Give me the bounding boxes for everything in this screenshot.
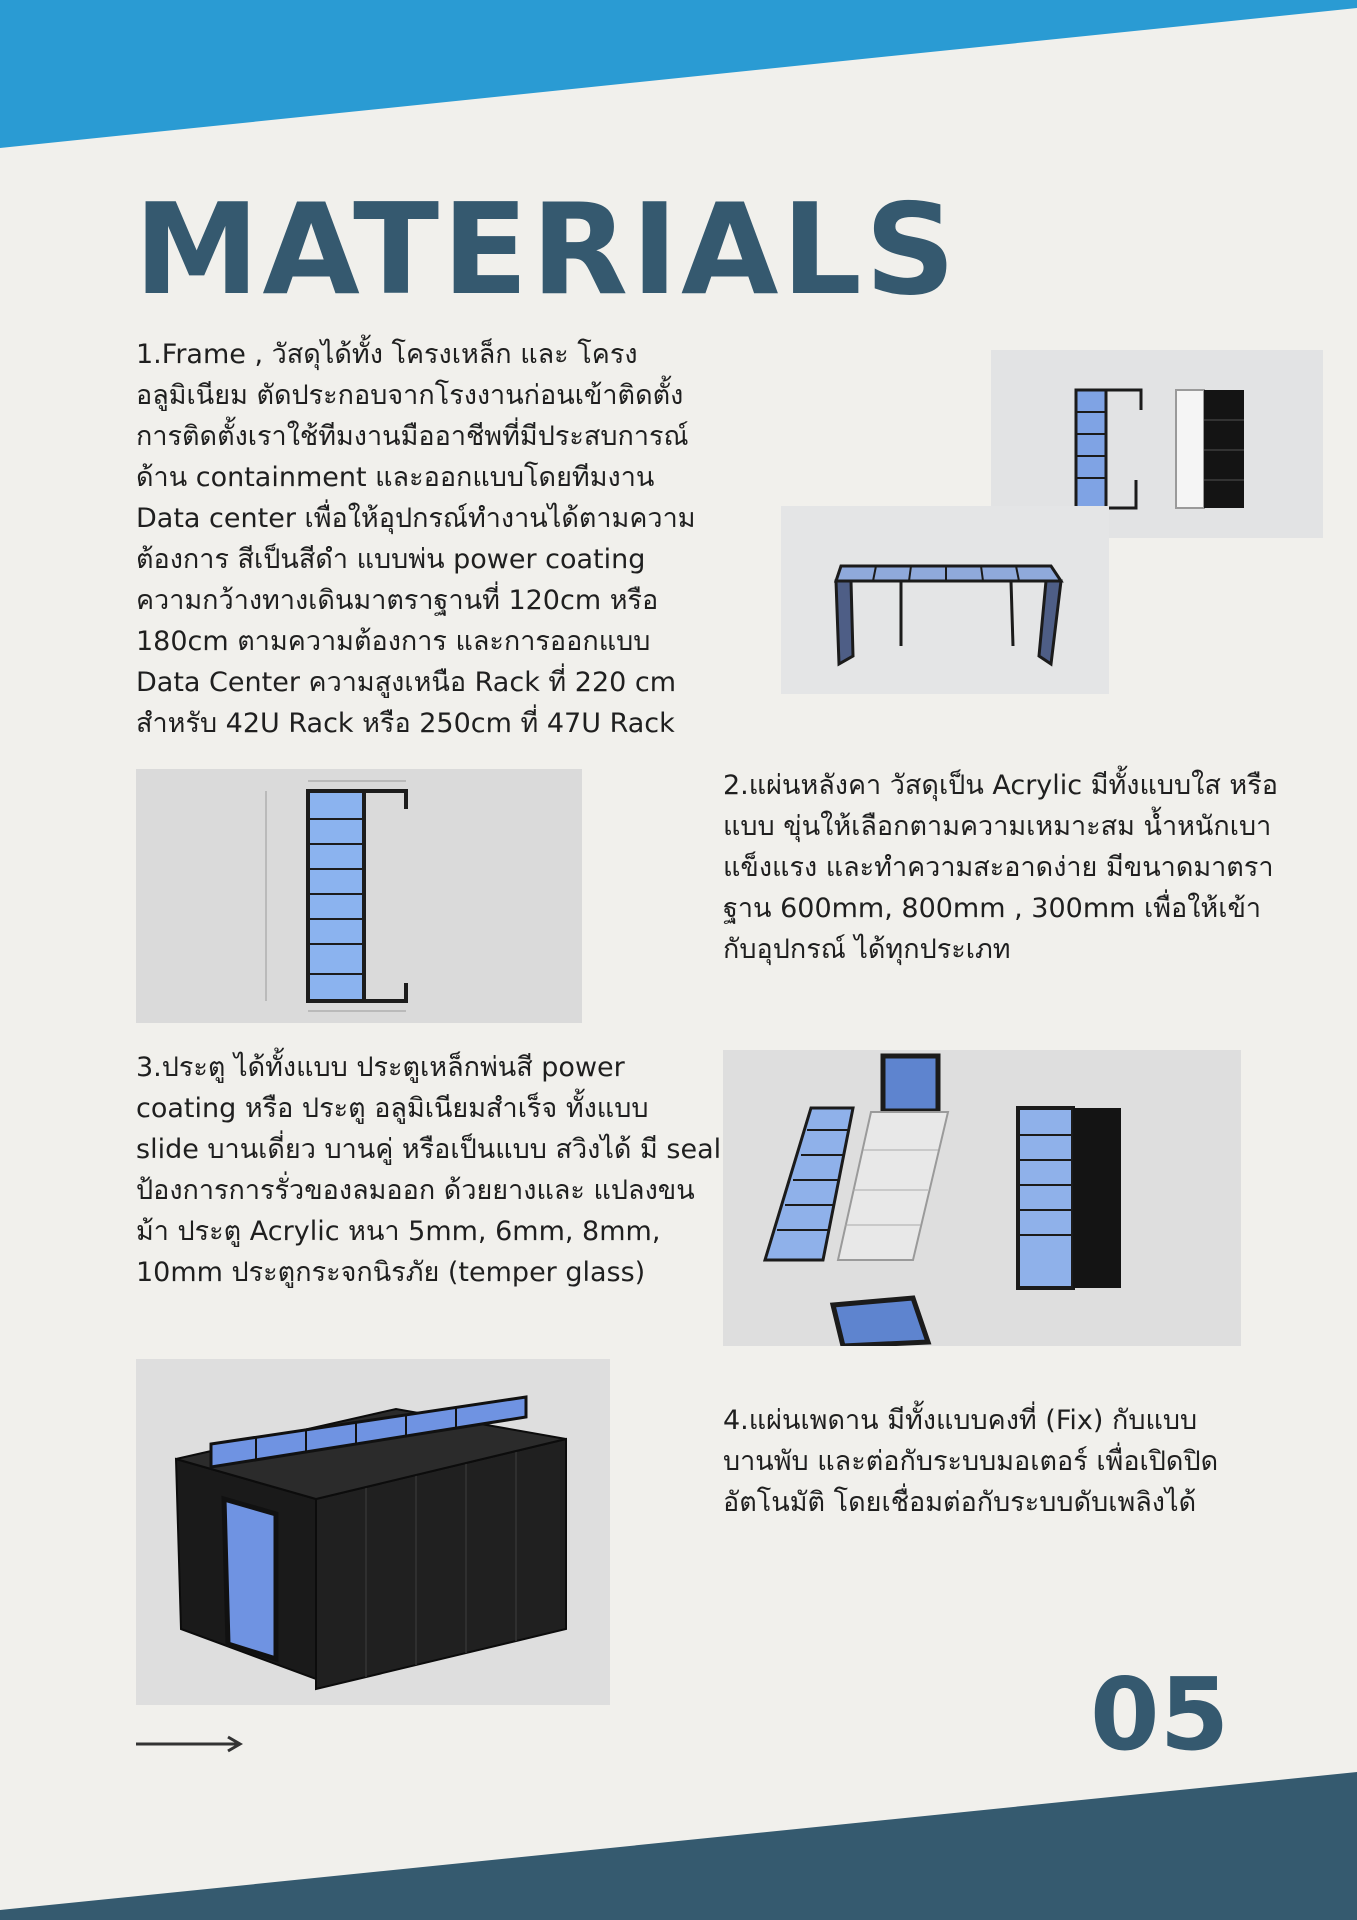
containment-pod-render-icon — [136, 1359, 610, 1705]
page-number: 05 — [1090, 1656, 1230, 1773]
section-roof-text: 2.แผ่นหลังคา วัสดุเป็น Acrylic มีทั้งแบบใส หรือ แบบ ขุ่นให้เลือกตามความเหมาะสม น้ำหนักเบา แข็งแรง และทำความสะอาดง่าย มีขนาดมาตรา ฐาน 600mm, 800mm , 300mm เพื่อให้เข้า กับอุปกรณ์ ได้ทุกประเภท — [723, 770, 1278, 965]
plan-drawing-icon — [136, 769, 582, 1023]
top-band — [0, 0, 1357, 150]
exploded-door-render-icon — [723, 1050, 1241, 1346]
right-arrow-icon — [134, 1734, 246, 1754]
section-ceiling-text: 4.แผ่นเพดาน มีทั้งแบบคงที่ (Fix) กับแบบ บานพับ และต่อกับระบบมอเตอร์ เพื่อเปิดปิด อัตโนมัติ โดยเชื่อมต่อกับระบบดับเพลิงได้ — [723, 1405, 1219, 1518]
page-title: MATERIALS — [134, 176, 959, 323]
section-frame-text: 1.Frame , วัสดุได้ทั้ง โครงเหล็ก และ โครง อลูมิเนียม ตัดประกอบจากโรงงานก่อนเข้าติดตั้ง การติดตั้งเราใช้ทีมงานมืออาชีพที่มีประสบการณ์ ด้าน containment และออกแบบโดยทีมงาน Data center เพื่อให้อุปกรณ์ทำงานได้ตามความ ต้องการ สีเป็นสีดำ แบบพ่น power coating ความกว้างทางเดินมาตราฐานที่ 120cm หรือ 180cm ตามความต้องการ และการออกแบบ Data Center ความสูงเหนือ Rack ที่ 220 cm สำหรับ 42U Rack หรือ 250cm ที่ 47U Rack — [136, 339, 696, 739]
bottom-band — [0, 1760, 1357, 1920]
roof-frame-render-icon — [781, 506, 1109, 694]
section-door-text: 3.ประตู ได้ทั้งแบบ ประตูเหล็กพ่นสี power coating หรือ ประตู อลูมิเนียมสำเร็จ ทั้งแบบ slide บานเดี่ยว บานคู่ หรือเป็นแบบ สวิงได้ มี seal ป้องการการรั่วของลมออก ด้วยยางและ แปลงขน ม้า ประตู Acrylic หนา 5mm, 6mm, 8mm, 10mm ประตูกระจกนิรภัย (temper glass) — [136, 1052, 722, 1288]
